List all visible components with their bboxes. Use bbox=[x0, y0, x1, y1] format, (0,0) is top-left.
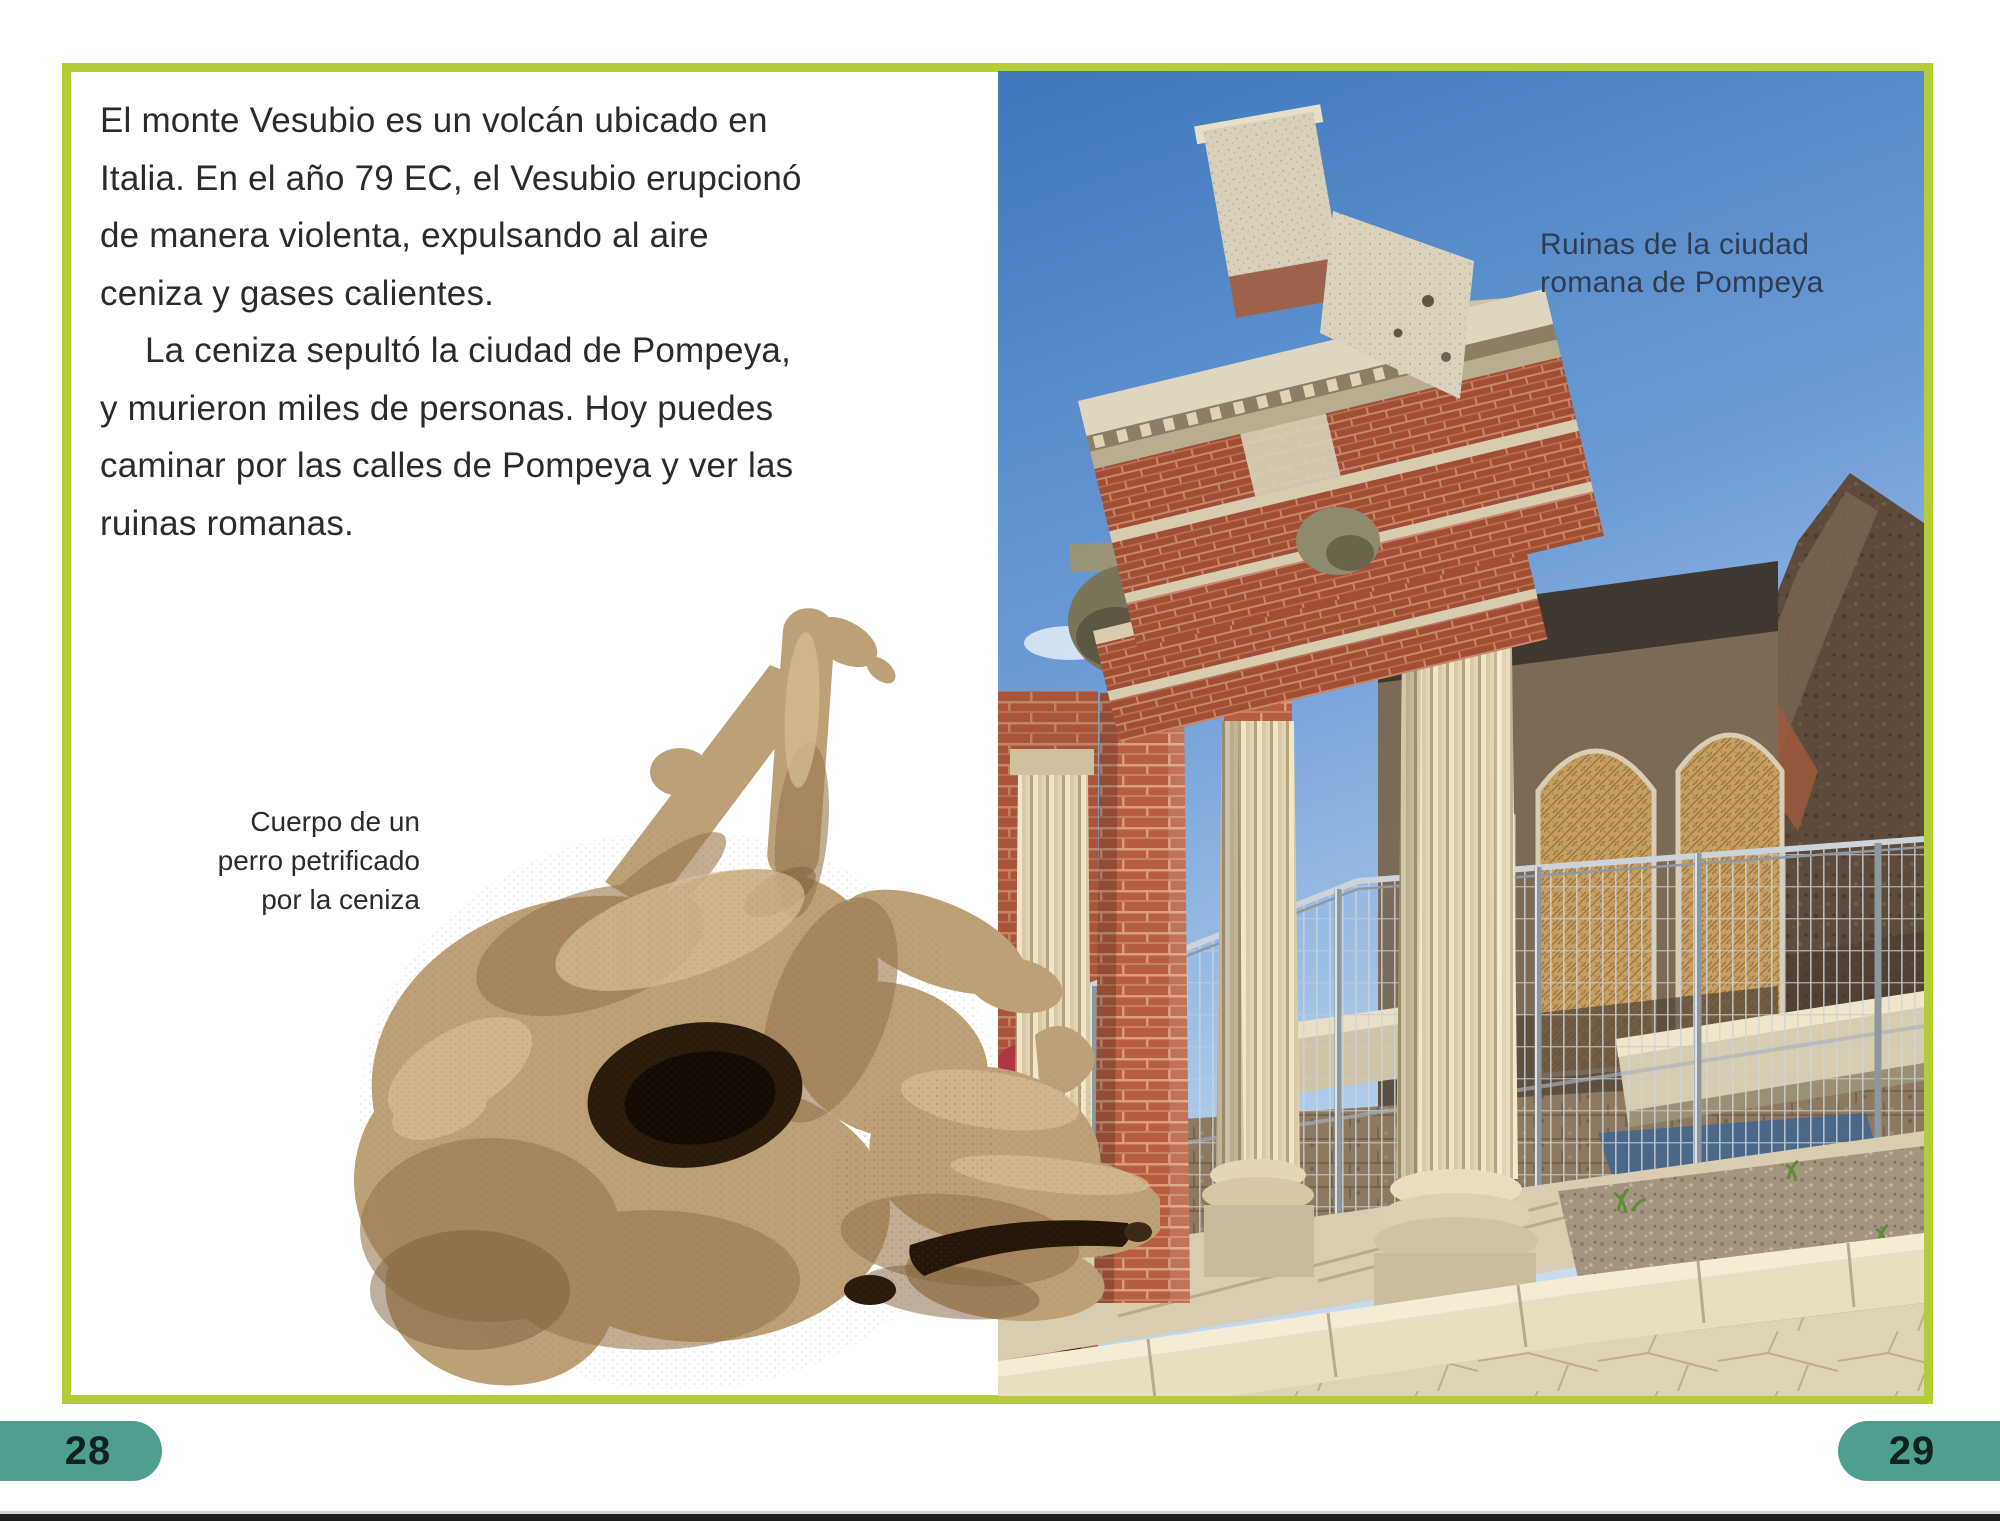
page-number-right-label: 29 bbox=[1888, 1428, 1936, 1473]
page-number-left bbox=[0, 1421, 162, 1481]
dog-caption-line: Cuerpo de un bbox=[250, 806, 420, 837]
body-text-line: caminar por las calles de Pompeya y ver las bbox=[100, 446, 794, 485]
body-text-line: y murieron miles de personas. Hoy puedes bbox=[100, 388, 774, 428]
body-text-line: Italia. En el año 79 EC, el Vesubio erupcionó bbox=[100, 158, 802, 198]
body-text-line: de manera violenta, expulsando al aire bbox=[100, 216, 709, 255]
body-text bbox=[100, 92, 960, 552]
body-text-line: ruinas romanas. bbox=[100, 503, 354, 543]
photo-caption-line: Ruinas de la ciudad bbox=[1540, 228, 1810, 261]
page-number-left-label: 28 bbox=[64, 1428, 112, 1473]
photo-caption-line: romana de Pompeya bbox=[1540, 266, 1824, 299]
page-edge-shadow bbox=[0, 1514, 2000, 1521]
dog-caption-line: perro petrificado bbox=[217, 845, 420, 876]
body-text-line: ceniza y gases calientes. bbox=[100, 273, 495, 313]
body-text-line: El monte Vesubio es un volcán ubicado en bbox=[100, 101, 768, 140]
page-number-right bbox=[1838, 1421, 2000, 1481]
photo-caption bbox=[1540, 226, 1824, 302]
dog-caption bbox=[140, 802, 420, 919]
body-text-line: La ceniza sepultó la ciudad de Pompeya, bbox=[145, 331, 792, 370]
dog-cast-illustration bbox=[350, 590, 1160, 1392]
dog-caption-line: por la ceniza bbox=[261, 884, 420, 915]
